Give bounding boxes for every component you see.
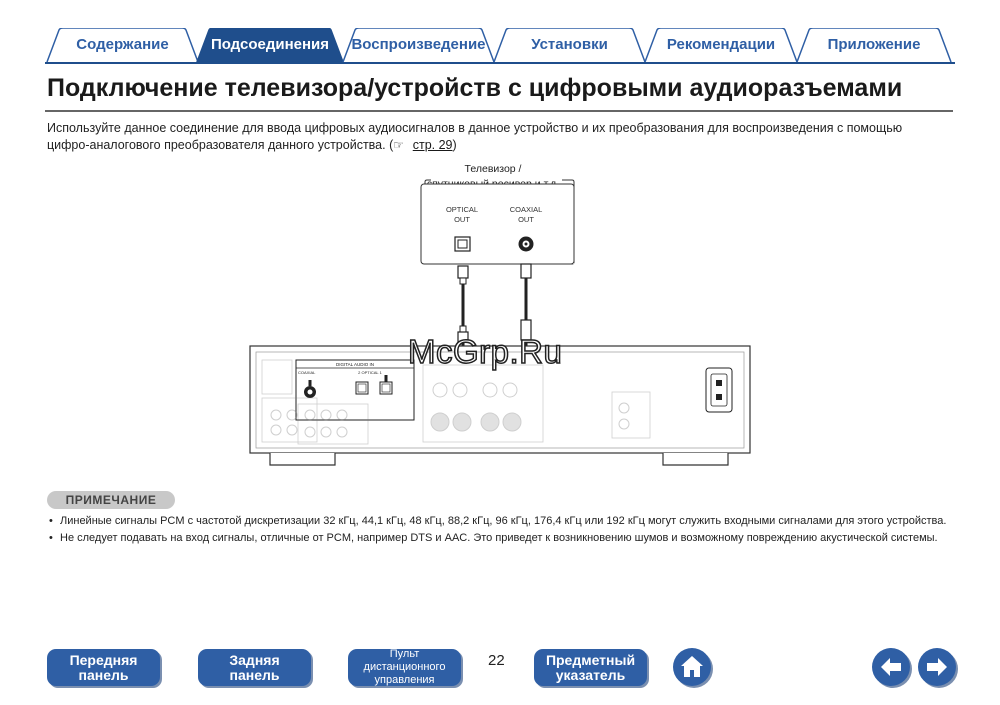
connection-diagram [240,160,760,470]
remote-label-1: Пульт дистанционного [363,648,446,673]
note-item: • Линейные сигналы PCM с частотой дискретизации 32 кГц, 44,1 кГц, 48 кГц, 88,2 кГц, 96 кГц, 176,4 кГц или 192 кГц могут служить входными сигналами для этого устройства. [47,514,957,529]
optical-jack-icon [455,237,470,251]
title-divider [45,110,953,112]
tab-label: Воспроизведение [351,36,486,53]
tab-bar [45,28,955,64]
tab-label: Подсоединения [210,36,330,53]
rear-panel-label-1: Задняя [229,651,280,668]
home-button[interactable] [673,648,711,686]
tab-contents[interactable] [45,28,200,62]
coaxial-out-label-1: COAXIAL [509,205,543,214]
front-panel-label-2: панель [78,666,129,683]
front-panel-label-1: Передняя [69,651,138,668]
coaxial-jack-icon [519,237,534,252]
next-page-button[interactable] [918,648,956,686]
ref-close: ) [452,138,457,152]
previous-page-button[interactable] [872,648,910,686]
note-item: • Не следует подавать на вход сигналы, отличные от PCM, например DTS и AAC. Это приведет к возникновению шумов и возможному повреждению акустической системы. [47,531,957,546]
tv-label-line1: Телевизор / [464,163,522,175]
tab-label: Рекомендации [666,36,776,53]
rear-panel-label-2: панель [229,666,280,683]
optical-out-label-2: OUT [454,215,470,224]
tab-rule [45,62,955,64]
tab-label: Содержание [76,36,169,53]
tab-label: Приложение [827,36,921,53]
power-inlet-icon [706,368,732,412]
intro-paragraph [47,120,947,154]
note-badge: ПРИМЕЧАНИЕ [47,491,175,509]
tab-playback[interactable] [341,28,496,62]
tv-device-box [421,184,574,264]
index-label-1: Предметный [545,651,636,668]
watermark: McGrp.Ru [408,333,563,370]
page-title: Подключение телевизора/устройств с цифровыми аудиоразъемами [47,74,903,102]
tab-label: Установки [531,36,608,53]
arrow-left-icon [872,648,910,686]
page-ref-link[interactable]: стр. 29 [412,138,453,152]
rear-coaxial-label: COAXIAL [298,370,316,375]
arrow-right-icon [918,648,956,686]
front-panel-button[interactable] [47,649,160,686]
notes-list [47,514,957,547]
optical-out-label-1: OPTICAL [445,205,479,214]
remote-label-2: управления [374,674,435,686]
page-number: 22 [488,652,505,669]
rear-panel-button[interactable] [198,649,311,686]
tab-connections[interactable] [195,28,345,62]
index-button[interactable] [534,649,647,686]
pointing-hand-icon: ☞ [393,138,405,152]
remote-control-button[interactable] [348,649,461,686]
digital-audio-in-label: DIGITAL AUDIO IN [335,362,375,367]
intro-text: Используйте данное соединение для ввода цифровых аудиосигналов в данное устройство и их преобразования для воспроизведения с помощью цифро-аналогового преобразователя данного устройства. [47,121,903,152]
tab-tips[interactable] [643,28,799,62]
ref-open: ( [389,138,394,152]
tab-appendix[interactable] [795,28,953,62]
rear-optical-label: 2 OPTICAL 1 [358,370,382,375]
tab-settings[interactable] [492,28,647,62]
home-icon [673,648,711,686]
index-label-2: указатель [555,666,626,683]
coaxial-out-label-2: OUT [518,215,534,224]
